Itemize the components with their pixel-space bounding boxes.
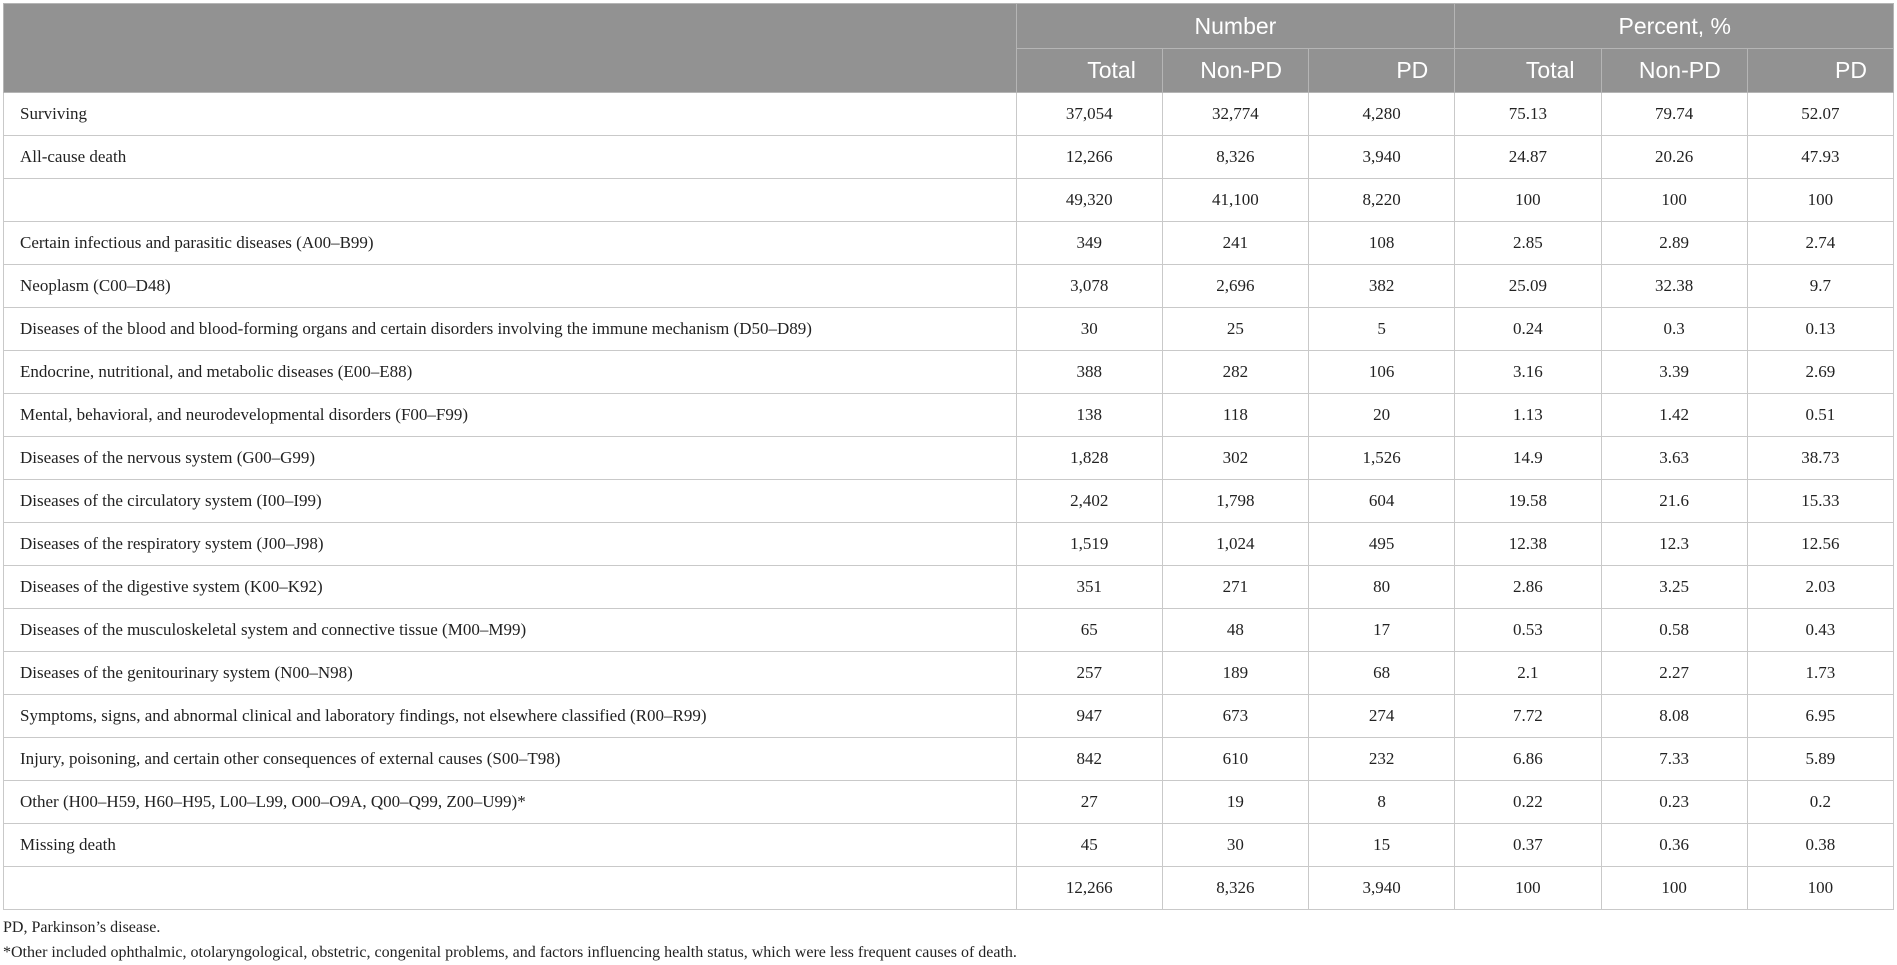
- row-label: Neoplasm (C00–D48): [4, 265, 1017, 308]
- row-label: [4, 179, 1017, 222]
- cell-number-pd: 274: [1309, 695, 1455, 738]
- cell-number-non-pd: 25: [1162, 308, 1308, 351]
- cell-number-total: 12,266: [1016, 867, 1162, 910]
- cell-number-pd: 15: [1309, 824, 1455, 867]
- cell-number-total: 12,266: [1016, 136, 1162, 179]
- cell-number-pd: 5: [1309, 308, 1455, 351]
- cell-percent-pd: 12.56: [1747, 523, 1893, 566]
- cell-percent-pd: 1.73: [1747, 652, 1893, 695]
- cell-number-pd: 3,940: [1309, 867, 1455, 910]
- cell-number-total: 3,078: [1016, 265, 1162, 308]
- row-label: [4, 867, 1017, 910]
- cell-number-total: 30: [1016, 308, 1162, 351]
- cell-number-pd: 80: [1309, 566, 1455, 609]
- cell-percent-total: 100: [1455, 867, 1601, 910]
- header-col-percent-total: Total: [1455, 49, 1601, 93]
- footnote-abbreviation: PD, Parkinson’s disease.: [3, 919, 161, 936]
- header-col-percent-non-pd: Non-PD: [1601, 49, 1747, 93]
- cell-number-pd: 382: [1309, 265, 1455, 308]
- table-row: [4, 695, 1894, 738]
- cell-number-non-pd: 302: [1162, 437, 1308, 480]
- table-row: [4, 738, 1894, 781]
- cell-number-total: 1,519: [1016, 523, 1162, 566]
- cell-number-total: 388: [1016, 351, 1162, 394]
- cell-percent-total: 2.86: [1455, 566, 1601, 609]
- table-row: [4, 351, 1894, 394]
- row-label: Diseases of the nervous system (G00–G99): [4, 437, 1017, 480]
- header-group-number: Number: [1016, 4, 1455, 49]
- table-row: [4, 824, 1894, 867]
- cell-number-pd: 495: [1309, 523, 1455, 566]
- cell-percent-total: 3.16: [1455, 351, 1601, 394]
- cell-number-total: 27: [1016, 781, 1162, 824]
- cell-percent-total: 7.72: [1455, 695, 1601, 738]
- cell-number-total: 2,402: [1016, 480, 1162, 523]
- cell-number-non-pd: 282: [1162, 351, 1308, 394]
- cell-number-pd: 3,940: [1309, 136, 1455, 179]
- cell-number-total: 49,320: [1016, 179, 1162, 222]
- cell-number-pd: 232: [1309, 738, 1455, 781]
- cell-percent-total: 0.53: [1455, 609, 1601, 652]
- cell-number-total: 947: [1016, 695, 1162, 738]
- cell-percent-total: 2.85: [1455, 222, 1601, 265]
- cell-percent-total: 6.86: [1455, 738, 1601, 781]
- cell-percent-non-pd: 21.6: [1601, 480, 1747, 523]
- cell-number-pd: 8,220: [1309, 179, 1455, 222]
- cell-percent-pd: 0.51: [1747, 394, 1893, 437]
- cell-percent-pd: 6.95: [1747, 695, 1893, 738]
- header-blank-cell: [4, 4, 1017, 93]
- cell-number-pd: 604: [1309, 480, 1455, 523]
- cell-number-total: 138: [1016, 394, 1162, 437]
- cell-percent-non-pd: 0.3: [1601, 308, 1747, 351]
- cell-number-total: 65: [1016, 609, 1162, 652]
- row-label: Diseases of the genitourinary system (N00–N98): [4, 652, 1017, 695]
- cell-percent-pd: 0.38: [1747, 824, 1893, 867]
- row-label: All-cause death: [4, 136, 1017, 179]
- cell-percent-non-pd: 100: [1601, 867, 1747, 910]
- cell-percent-pd: 38.73: [1747, 437, 1893, 480]
- cell-number-non-pd: 1,798: [1162, 480, 1308, 523]
- row-label: Certain infectious and parasitic diseases (A00–B99): [4, 222, 1017, 265]
- row-label: Symptoms, signs, and abnormal clinical and laboratory findings, not elsewhere classified (R00–R99): [4, 695, 1017, 738]
- row-label: Mental, behavioral, and neurodevelopmental disorders (F00–F99): [4, 394, 1017, 437]
- cell-number-non-pd: 189: [1162, 652, 1308, 695]
- table-row: [4, 566, 1894, 609]
- cell-percent-total: 14.9: [1455, 437, 1601, 480]
- cell-number-non-pd: 19: [1162, 781, 1308, 824]
- cell-percent-non-pd: 79.74: [1601, 93, 1747, 136]
- cell-percent-total: 2.1: [1455, 652, 1601, 695]
- data-table: [3, 3, 1894, 910]
- cell-percent-pd: 0.43: [1747, 609, 1893, 652]
- table-row: [4, 523, 1894, 566]
- table-row: [4, 781, 1894, 824]
- cell-percent-pd: 9.7: [1747, 265, 1893, 308]
- table-row: [4, 609, 1894, 652]
- cell-number-non-pd: 30: [1162, 824, 1308, 867]
- cell-percent-total: 0.37: [1455, 824, 1601, 867]
- cell-number-pd: 8: [1309, 781, 1455, 824]
- cell-percent-pd: 15.33: [1747, 480, 1893, 523]
- table-footnotes: [3, 915, 1017, 965]
- cell-percent-total: 12.38: [1455, 523, 1601, 566]
- table-row: [4, 394, 1894, 437]
- cell-percent-pd: 100: [1747, 179, 1893, 222]
- cell-number-pd: 4,280: [1309, 93, 1455, 136]
- cell-percent-non-pd: 20.26: [1601, 136, 1747, 179]
- cell-number-non-pd: 241: [1162, 222, 1308, 265]
- cell-percent-total: 24.87: [1455, 136, 1601, 179]
- cell-percent-total: 100: [1455, 179, 1601, 222]
- table-row: [4, 308, 1894, 351]
- row-label: Missing death: [4, 824, 1017, 867]
- cell-number-total: 349: [1016, 222, 1162, 265]
- table-row: [4, 437, 1894, 480]
- table-row: [4, 265, 1894, 308]
- cell-percent-total: 0.22: [1455, 781, 1601, 824]
- cell-number-pd: 68: [1309, 652, 1455, 695]
- cell-percent-non-pd: 100: [1601, 179, 1747, 222]
- header-col-number-total: Total: [1016, 49, 1162, 93]
- header-group-percent: Percent, %: [1455, 4, 1894, 49]
- row-label: Surviving: [4, 93, 1017, 136]
- cell-percent-total: 0.24: [1455, 308, 1601, 351]
- cell-number-non-pd: 32,774: [1162, 93, 1308, 136]
- table-row: [4, 867, 1894, 910]
- header-group-row: [4, 4, 1894, 49]
- row-label: Diseases of the digestive system (K00–K92): [4, 566, 1017, 609]
- header-col-percent-pd: PD: [1747, 49, 1893, 93]
- cell-percent-non-pd: 12.3: [1601, 523, 1747, 566]
- cell-percent-non-pd: 0.58: [1601, 609, 1747, 652]
- cell-number-non-pd: 673: [1162, 695, 1308, 738]
- cell-percent-non-pd: 0.36: [1601, 824, 1747, 867]
- cell-number-pd: 20: [1309, 394, 1455, 437]
- cell-number-pd: 1,526: [1309, 437, 1455, 480]
- cell-number-total: 351: [1016, 566, 1162, 609]
- cell-number-total: 1,828: [1016, 437, 1162, 480]
- header-col-number-non-pd: Non-PD: [1162, 49, 1308, 93]
- cell-number-total: 37,054: [1016, 93, 1162, 136]
- cell-number-pd: 17: [1309, 609, 1455, 652]
- cell-percent-total: 75.13: [1455, 93, 1601, 136]
- row-label: Injury, poisoning, and certain other consequences of external causes (S00–T98): [4, 738, 1017, 781]
- cell-percent-non-pd: 32.38: [1601, 265, 1747, 308]
- table-row: [4, 179, 1894, 222]
- table-header: [4, 4, 1894, 93]
- footnote-other: *Other included ophthalmic, otolaryngological, obstetric, congenital problems, and factors influencing health status, which were less frequent causes of death.: [3, 944, 1017, 961]
- cell-percent-non-pd: 3.25: [1601, 566, 1747, 609]
- cell-number-pd: 108: [1309, 222, 1455, 265]
- table-row: [4, 136, 1894, 179]
- row-label: Endocrine, nutritional, and metabolic diseases (E00–E88): [4, 351, 1017, 394]
- table-body: [4, 93, 1894, 910]
- cell-number-total: 45: [1016, 824, 1162, 867]
- header-col-number-pd: PD: [1309, 49, 1455, 93]
- cell-number-non-pd: 118: [1162, 394, 1308, 437]
- table-row: [4, 652, 1894, 695]
- cell-number-non-pd: 610: [1162, 738, 1308, 781]
- cell-number-non-pd: 48: [1162, 609, 1308, 652]
- table-row: [4, 480, 1894, 523]
- table-row: [4, 222, 1894, 265]
- row-label: Diseases of the respiratory system (J00–J98): [4, 523, 1017, 566]
- cell-number-non-pd: 8,326: [1162, 136, 1308, 179]
- cell-number-pd: 106: [1309, 351, 1455, 394]
- cell-percent-pd: 2.74: [1747, 222, 1893, 265]
- cell-percent-non-pd: 7.33: [1601, 738, 1747, 781]
- cell-percent-pd: 2.03: [1747, 566, 1893, 609]
- row-label: Diseases of the blood and blood-forming organs and certain disorders involving the immune mechanism (D50–D89): [4, 308, 1017, 351]
- cell-percent-non-pd: 2.89: [1601, 222, 1747, 265]
- cell-percent-pd: 2.69: [1747, 351, 1893, 394]
- cell-number-total: 842: [1016, 738, 1162, 781]
- row-label: Diseases of the circulatory system (I00–I99): [4, 480, 1017, 523]
- cell-percent-non-pd: 1.42: [1601, 394, 1747, 437]
- cell-percent-non-pd: 3.39: [1601, 351, 1747, 394]
- table-row: [4, 93, 1894, 136]
- cell-percent-pd: 0.2: [1747, 781, 1893, 824]
- cell-percent-non-pd: 3.63: [1601, 437, 1747, 480]
- cell-number-total: 257: [1016, 652, 1162, 695]
- cell-percent-non-pd: 0.23: [1601, 781, 1747, 824]
- cell-number-non-pd: 271: [1162, 566, 1308, 609]
- cell-percent-total: 1.13: [1455, 394, 1601, 437]
- cell-percent-pd: 52.07: [1747, 93, 1893, 136]
- row-label: Diseases of the musculoskeletal system and connective tissue (M00–M99): [4, 609, 1017, 652]
- row-label: Other (H00–H59, H60–H95, L00–L99, O00–O9A, Q00–Q99, Z00–U99)*: [4, 781, 1017, 824]
- cell-percent-pd: 0.13: [1747, 308, 1893, 351]
- cell-percent-pd: 47.93: [1747, 136, 1893, 179]
- cell-percent-pd: 5.89: [1747, 738, 1893, 781]
- cell-number-non-pd: 8,326: [1162, 867, 1308, 910]
- cell-number-non-pd: 41,100: [1162, 179, 1308, 222]
- cell-percent-non-pd: 8.08: [1601, 695, 1747, 738]
- cell-number-non-pd: 2,696: [1162, 265, 1308, 308]
- cell-percent-pd: 100: [1747, 867, 1893, 910]
- cell-percent-total: 19.58: [1455, 480, 1601, 523]
- cell-number-non-pd: 1,024: [1162, 523, 1308, 566]
- cell-percent-total: 25.09: [1455, 265, 1601, 308]
- cell-percent-non-pd: 2.27: [1601, 652, 1747, 695]
